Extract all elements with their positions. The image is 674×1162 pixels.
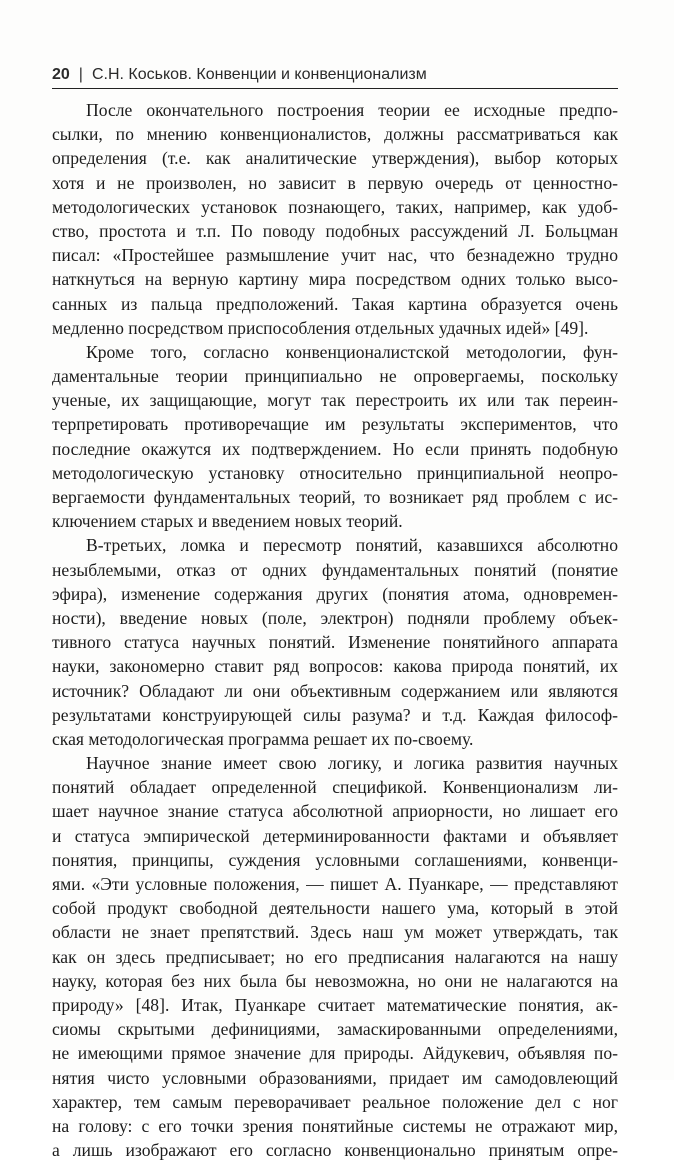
page-number: 20 (52, 66, 70, 83)
running-title: С.Н. Коськов. Конвенции и конвенционализм (91, 66, 427, 83)
header-rule (52, 88, 618, 89)
text-line: а лишь изображают его согласно конвенционально принятым опре- (52, 1140, 618, 1161)
text-line: области не знает препятствий. Здесь наш ум может утверждать, так (52, 922, 618, 943)
text-line: сиомы скрытыми дефинициями, замаскированными определениями, (52, 1019, 618, 1040)
text-line: науку, которая без них была бы невозможна, но они не налагаются на (52, 970, 618, 991)
text-line: даментальные теории принципиально не опровергаемы, поскольку (52, 366, 618, 387)
text-line: как он здесь предписывает; но его предписания налагаются на нашу (52, 946, 618, 967)
text-line: на голову: с его точки зрения понятийные системы не отражают мир, (52, 1115, 618, 1136)
running-header (52, 66, 618, 90)
text-line: Научное знание имеет свою логику, и логика развития научных (86, 753, 618, 774)
header-separator: | (78, 66, 83, 83)
text-line: хотя и не произволен, но зависит в первую очередь от ценностно- (52, 172, 618, 193)
text-line: ности), введение новых (поле, электрон) подняли проблему объек- (52, 607, 618, 628)
text-line: собой продукт свободной деятельности нашего ума, который в этой (52, 898, 618, 919)
paragraph (52, 533, 618, 751)
text-line: не имеющими прямое значение для природы. Айдукевич, объявляя по- (52, 1043, 618, 1064)
text-line: науки, закономерно ставит ряд вопросов: какова природа понятий, их (52, 656, 618, 677)
text-line: ями. «Эти условные положения, — пишет А. Пуанкаре, — представляют (52, 874, 618, 894)
text-line: вергаемости фундаментальных теорий, то возникает ряд проблем с ис- (52, 487, 618, 507)
text-line: тивного статуса научных понятий. Изменение понятийного аппарата (52, 632, 618, 653)
text-line: последние окажутся их подтверждением. Но если принять подобную (52, 438, 618, 459)
text-line: В-третьих, ломка и пересмотр понятий, казавшихся абсолютно (86, 535, 618, 556)
text-line: нятия чисто условными образованиями, придает им самодовлеющий (52, 1067, 618, 1088)
text-line: характер, тем самым переворачивает реальное положение дел с ног (52, 1091, 618, 1112)
text-line: и статуса эмпирической детерминированности фактами и объявляет (52, 825, 618, 846)
text-line: ключением старых и введением новых теорий. (52, 511, 403, 532)
text-line: понятия, принципы, суждения условными соглашениями, конвенци- (52, 849, 618, 870)
text-line: Кроме того, согласно конвенционалистской методологии, фун- (86, 341, 618, 362)
text-line: методологическую установку относительно принципиальной неопро- (52, 462, 618, 483)
text-line: методологических установок познающего, таких, например, как удоб- (52, 196, 618, 217)
text-line: источник? Обладают ли они объективным содержанием или являются (52, 680, 618, 701)
text-line: ство, простота и т.п. По поводу подобных рассуждений Л. Больцман (52, 220, 618, 241)
text-line: природу» [48]. Итак, Пуанкаре считает математические понятия, ак- (52, 994, 618, 1015)
text-line: ученые, их защищающие, могут так перестроить их или так переин- (52, 390, 618, 411)
text-line: незыблемыми, отказ от одних фундаментальных понятий (понятие (52, 559, 618, 580)
body-text (52, 98, 618, 1162)
text-line: определения (т.е. как аналитические утверждения), выбор которых (52, 148, 618, 169)
text-line: наткнуться на верную картину мира посредством одних только высо- (52, 269, 618, 290)
text-line: писал: «Простейшее размышление учит нас, что безнадежно трудно (52, 245, 618, 266)
paragraph (52, 751, 618, 1162)
text-line: эфира), изменение содержания других (понятия атома, одновремен- (52, 583, 618, 604)
text-line: После окончательного построения теории ее исходные предпо- (86, 100, 618, 120)
text-line: ская методологическая программа решает их по-своему. (52, 728, 474, 749)
text-line: сылки, по мнению конвенционалистов, должны рассматриваться как (52, 124, 618, 145)
text-line: шает научное знание статуса абсолютной априорности, но лишает его (52, 801, 618, 822)
paragraph (52, 98, 618, 340)
text-line: медленно посредством приспособления отдельных удачных идей» [49]. (52, 317, 589, 338)
text-line: результатами конструирующей силы разума? и т.д. Каждая философ- (52, 704, 618, 725)
text-line: понятий обладает определенной спецификой. Конвенционализм ли- (52, 777, 618, 798)
text-line: терпретировать противоречащие им результаты экспериментов, что (52, 414, 618, 435)
text-line: санных из пальца предположений. Такая картина образуется очень (52, 293, 618, 314)
paragraph (52, 340, 618, 534)
